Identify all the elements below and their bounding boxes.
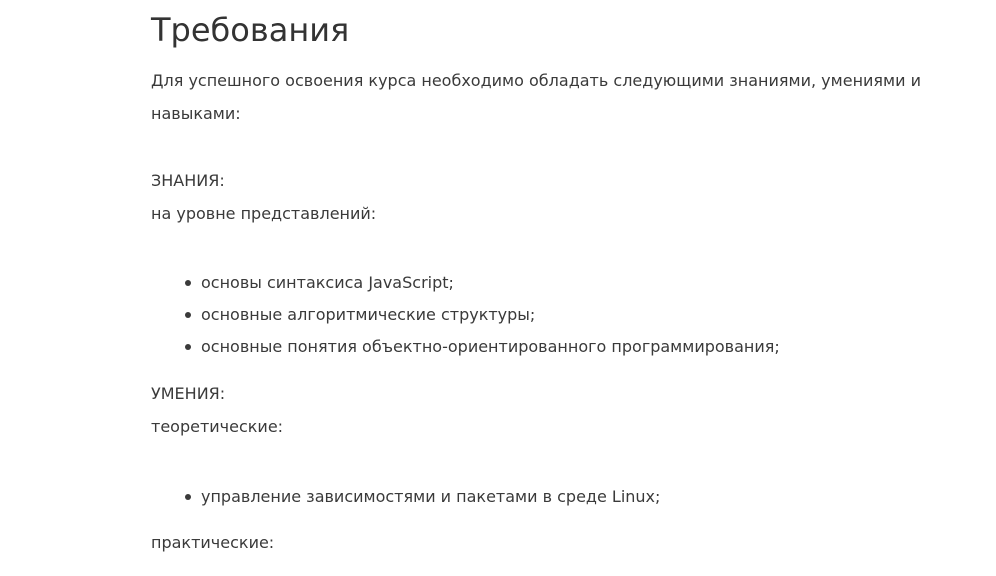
bullet-icon <box>185 312 191 318</box>
skills-heading: УМЕНИЯ: <box>151 384 226 403</box>
intro-text: Для успешного освоения курса необходимо обладать следующими знаниями, умениями и навыками: <box>151 71 921 123</box>
list-item <box>183 335 780 367</box>
list-item <box>183 485 660 517</box>
page-title: Требования <box>151 11 350 49</box>
list-item <box>183 303 780 335</box>
skills-practical-heading: практические: <box>151 533 275 552</box>
bullet-icon <box>185 280 191 286</box>
knowledge-subheading: на уровне представлений: <box>151 204 377 223</box>
list-item-text: основные понятия объектно-ориентированного программирования; <box>201 337 780 356</box>
skills-theoretical-list <box>183 485 660 517</box>
knowledge-heading: ЗНАНИЯ: <box>151 171 225 190</box>
bullet-icon <box>185 494 191 500</box>
list-item-text: основы синтаксиса JavaScript; <box>201 273 454 292</box>
list-item-text: основные алгоритмические структуры; <box>201 305 536 324</box>
bullet-icon <box>185 344 191 350</box>
knowledge-list <box>183 271 780 367</box>
list-item <box>183 271 780 303</box>
skills-theoretical-heading: теоретические: <box>151 417 284 436</box>
list-item-text: управление зависимостями и пакетами в среде Linux; <box>201 487 661 506</box>
